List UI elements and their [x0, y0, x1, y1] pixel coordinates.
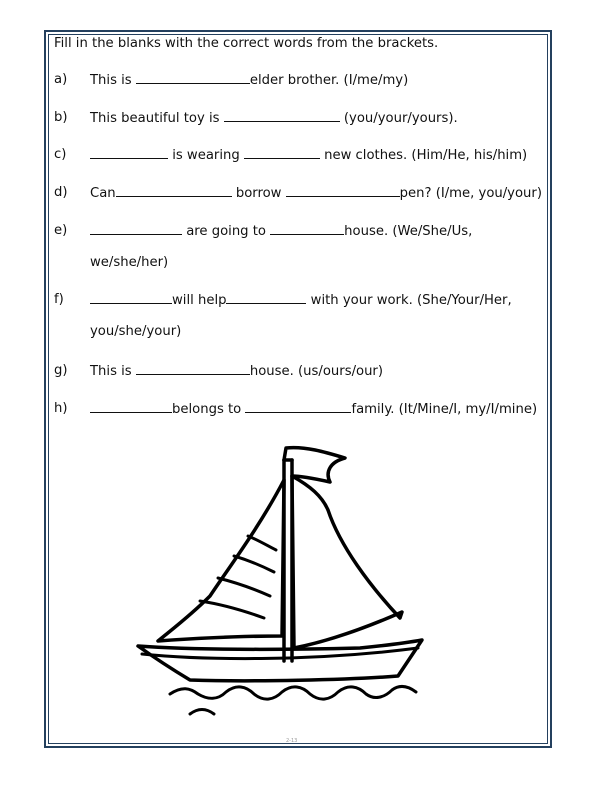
answer-blank[interactable]	[90, 401, 172, 413]
answer-blank[interactable]	[244, 147, 320, 159]
answer-blank[interactable]	[90, 223, 182, 235]
question-label: c)	[54, 147, 67, 162]
question-label: e)	[54, 223, 68, 238]
answer-blank[interactable]	[136, 363, 250, 375]
answer-blank[interactable]	[90, 147, 168, 159]
answer-blank[interactable]	[286, 185, 400, 197]
left-sail	[158, 480, 284, 641]
answer-blank[interactable]	[224, 110, 340, 122]
question-label: g)	[54, 363, 68, 378]
page-number: 2-13	[286, 738, 298, 744]
answer-blank[interactable]	[245, 401, 351, 413]
question-line: Can borrow pen? (I/me, you/your)	[90, 186, 542, 201]
question-line: are going to house. (We/She/Us,	[90, 223, 472, 239]
hull	[138, 640, 422, 681]
instructions: Fill in the blanks with the correct words from the brackets.	[54, 36, 439, 51]
answer-blank[interactable]	[136, 72, 250, 84]
answer-blank[interactable]	[90, 292, 172, 304]
question-line-continued: you/she/your)	[90, 324, 182, 339]
answer-blank[interactable]	[270, 223, 344, 235]
question-line: will help with your work. (She/Your/Her,	[90, 292, 512, 308]
sail-stripes	[200, 536, 276, 618]
question-label: b)	[54, 110, 68, 125]
right-sail	[292, 476, 402, 648]
answer-blank[interactable]	[116, 185, 232, 197]
question-line: This is house. (us/ours/our)	[90, 364, 383, 379]
sailboat-drawing	[130, 436, 430, 726]
question-label: f)	[54, 292, 64, 307]
question-line: This beautiful toy is (you/your/yours).	[90, 111, 458, 126]
question-label: a)	[54, 72, 68, 87]
question-line: is wearing new clothes. (Him/He, his/him)	[90, 147, 527, 163]
question-label: h)	[54, 401, 68, 416]
question-line: belongs to family. (It/Mine/I, my/I/mine)	[90, 401, 537, 417]
question-label: d)	[54, 185, 68, 200]
answer-blank[interactable]	[226, 292, 306, 304]
question-line: This is elder brother. (I/me/my)	[90, 73, 409, 88]
question-line-continued: we/she/her)	[90, 255, 169, 270]
waves	[170, 686, 416, 714]
